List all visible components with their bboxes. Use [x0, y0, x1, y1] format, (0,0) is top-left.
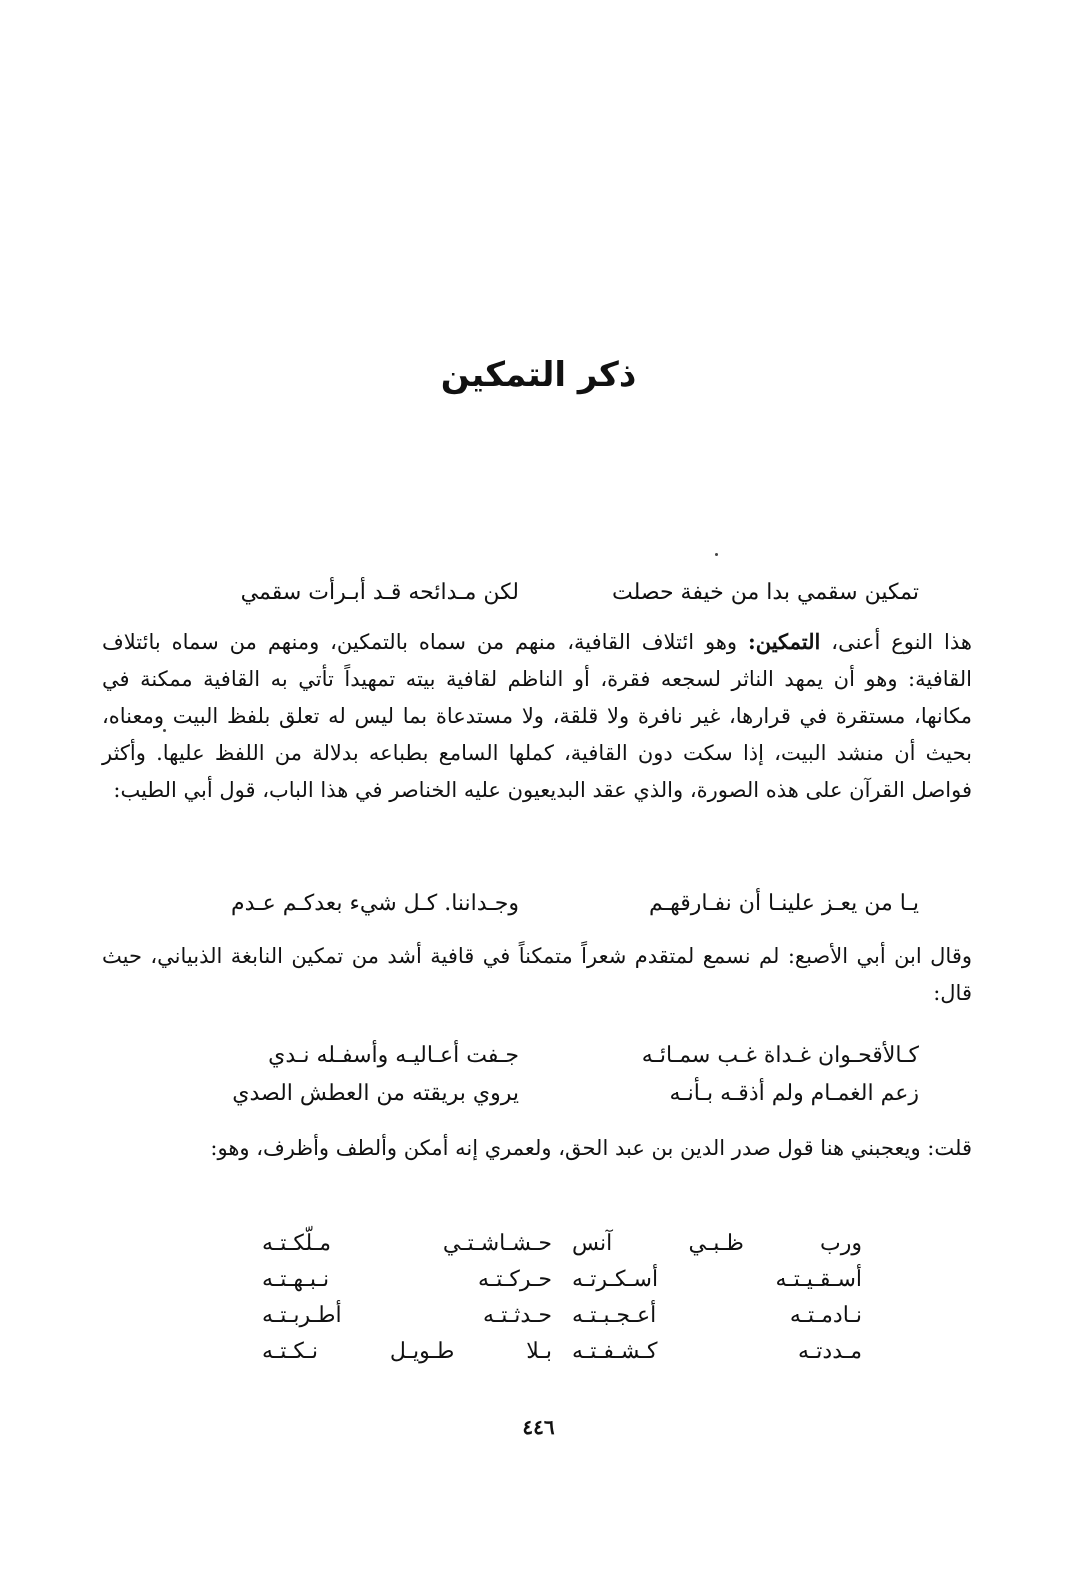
page-number: ٤٤٦ — [522, 1415, 555, 1439]
scan-speck — [163, 729, 166, 732]
scan-speck — [715, 553, 718, 556]
paragraph-sadr-al-din: قلت: ويعجبني هنا قول صدر الدين بن عبد الحق، ولعمري إنه أمكن وألطف وأظرف، وهو: — [210, 1136, 972, 1160]
stanza-first-part: مـددتـه كـشـفـتـه — [572, 1339, 862, 1364]
paragraph-definition — [102, 623, 972, 809]
nabigha-verse-1 — [159, 1038, 919, 1074]
chapter-title: ذكر التمكين — [440, 355, 637, 395]
verse-first-hemistich: تمكين سقمي بدا من خيفة حصلت — [611, 580, 919, 605]
stanza-line — [262, 1334, 862, 1370]
stanza-line — [262, 1262, 862, 1298]
stanza-first-part: أسـقـيـتـه أسـكـرتـه — [572, 1267, 862, 1292]
verse-first-hemistich: كـالأقحـوان غـداة غـب سمـائـه — [641, 1043, 919, 1068]
paragraph-body: وهو ائتلاف القافية، منهم من سماه بالتمكين، ومنهم من سماه بائتلاف القافية: وهو أن يمهد الناثر لسجعه فقرة، أو الناظم لقافية بيته تمهيداً تأتي به القافية ممكنة في مكانها، مستقرة في قرارها، غير نافرة ولا قلقة، ولا مستدعاة بما ليس له تعلق بلفظ البيت ومعناه، بحيث أن منشد البيت، إذا سكت دون القافية، كملها السامع بطباعه بدلالة من اللفظ عليها. وأكثر فواصل القرآن على هذه الصورة، والذي عقد البديعيون عليه الخناصر في هذا الباب، قول أبي الطيب: — [102, 630, 972, 802]
stanza-first-part: نـادمـتـه أعـجـبـتـه — [572, 1303, 862, 1328]
verse-second-hemistich: لكن مـدائحه قـد أبـرأت سقمي — [240, 580, 519, 605]
stanza-line — [262, 1298, 862, 1334]
muwashshah-stanza — [262, 1226, 862, 1370]
verse-second-hemistich: وجـداننا. كـل شيء بعدكـم عـدم — [230, 891, 519, 916]
verse-second-hemistich: يروي بريقته من العطش الصدي — [232, 1081, 519, 1106]
paragraph-intro: هذا النوع أعنى، — [831, 630, 972, 654]
stanza-first-part: ورب ظـبـي آنس — [572, 1231, 862, 1256]
stanza-second-part: حـدثـتـه أطـربـتـه — [262, 1303, 552, 1328]
abu-tayyib-verse — [159, 886, 919, 922]
nabigha-verse-2 — [159, 1076, 919, 1112]
verse-second-hemistich: جـفت أعـاليـه وأسفـله نـدي — [268, 1043, 519, 1068]
verse-first-hemistich: يـا من يعـز علينـا أن نفـارقهـم — [649, 891, 919, 916]
opening-verse — [159, 575, 919, 611]
stanza-second-part: حـركـتـه نـبـهـتـه — [262, 1267, 552, 1292]
paragraph-ibn-abi-al-asba: وقال ابن أبي الأصبع: لم نسمع لمتقدم شعراً متمكناً في قافية أشد من تمكين النابغة الذبياني، حيث قال: — [102, 944, 972, 1005]
term-heading: التمكين: — [747, 629, 821, 654]
verse-first-hemistich: زعم الغمـام ولم أذقـه بـأنـه — [669, 1081, 919, 1106]
stanza-second-part: بـلا طـويـل نـكـتـه — [262, 1339, 552, 1364]
stanza-second-part: حـشـاشـتـي مـلّكـتـه — [262, 1231, 552, 1256]
stanza-line — [262, 1226, 862, 1262]
